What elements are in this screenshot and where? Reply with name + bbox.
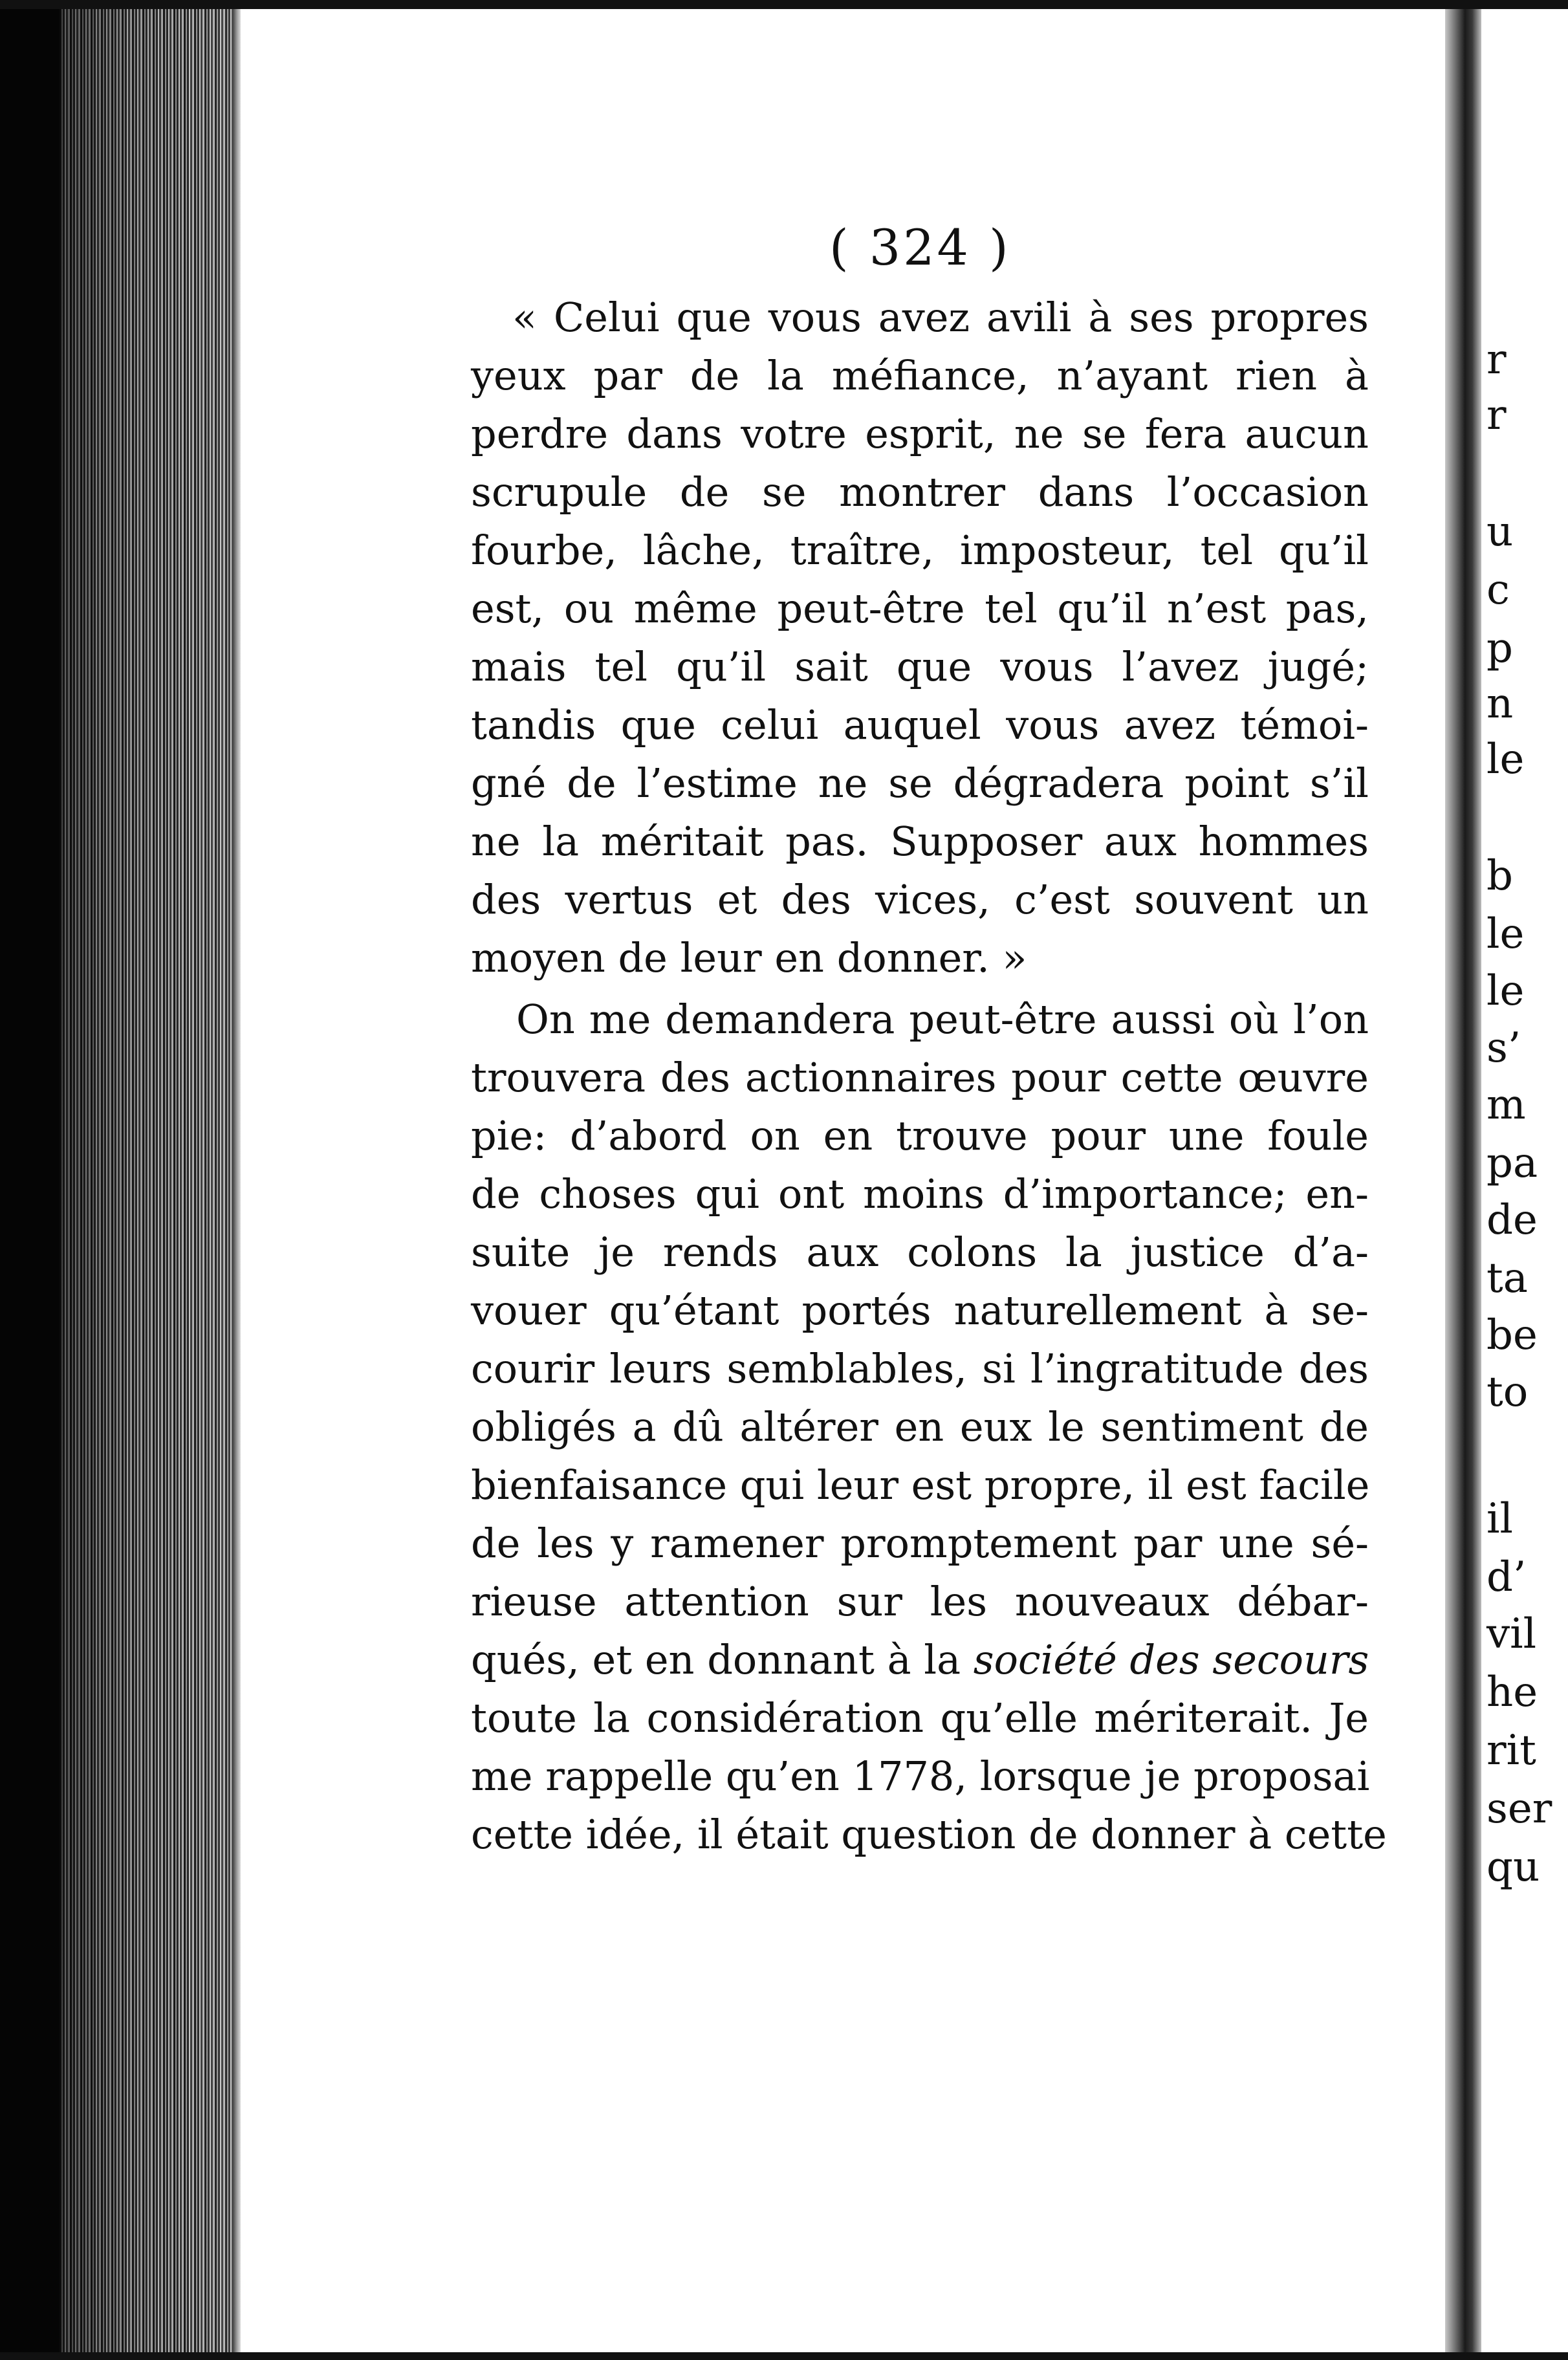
text-line: de les y ramener promptement par une sé-: [471, 1520, 1369, 1567]
facing-page-fragment: m: [1486, 1081, 1526, 1129]
facing-page-fragment: il: [1486, 1495, 1513, 1543]
facing-page-fragment: le: [1486, 967, 1525, 1015]
text-line: cette idée, il était question de donner à cette: [471, 1811, 1387, 1858]
facing-page-fragment: le: [1486, 910, 1525, 958]
text-line: toute la considération qu’elle mériterait. Je: [471, 1694, 1369, 1742]
facing-page-fragment: ser: [1486, 1785, 1552, 1833]
facing-page-fragment: be: [1486, 1311, 1538, 1359]
text-line: des vertus et des vices, c’est souvent un: [471, 876, 1369, 923]
facing-page-fragment: qu: [1486, 1843, 1540, 1891]
facing-page-fragment: de: [1486, 1196, 1538, 1244]
page-edges-shadow: [60, 0, 241, 2360]
text-line: rieuse attention sur les nouveaux débar-: [471, 1578, 1369, 1625]
facing-page-fragment: p: [1486, 624, 1513, 672]
facing-page-fragment: to: [1486, 1368, 1529, 1416]
facing-page-fragment: b: [1486, 852, 1513, 900]
text-line: gné de l’estime ne se dégradera point s’il: [471, 759, 1369, 807]
text-line: On me demandera peut-être aussi où l’on: [516, 996, 1369, 1043]
facing-page-fragment: le: [1486, 736, 1525, 783]
text-line-with-italic: [471, 1636, 1369, 1683]
facing-page-fragment: n: [1486, 680, 1514, 728]
text-line: obligés a dû altérer en eux le sentiment de: [471, 1403, 1369, 1450]
text-line: fourbe, lâche, traître, imposteur, tel qu’il: [471, 527, 1369, 574]
facing-page-fragment: d’: [1486, 1553, 1527, 1601]
facing-page-fragment: ta: [1486, 1254, 1528, 1302]
scan-border-top: [0, 0, 1568, 9]
text-line: scrupule de se montrer dans l’occasion: [471, 468, 1369, 516]
text-line: courir leurs semblables, si l’ingratitude des: [471, 1345, 1369, 1392]
text-line: de choses qui ont moins d’importance; en-: [471, 1170, 1369, 1218]
text-line: suite je rends aux colons la justice d’a-: [471, 1229, 1369, 1276]
book-gutter: [1445, 0, 1481, 2360]
text-line-roman: qués, et en donnant à la: [471, 1636, 961, 1683]
page-number: ( 324 ): [829, 219, 1011, 276]
facing-page-fragment: u: [1486, 508, 1514, 556]
facing-page-fragment: rit: [1486, 1727, 1536, 1775]
facing-page: [1481, 9, 1568, 2352]
text-line: yeux par de la méfiance, n’ayant rien à: [471, 352, 1369, 399]
facing-page-fragment: c: [1486, 566, 1510, 614]
scan-border-bottom: [0, 2352, 1568, 2360]
facing-page-fragment: vil: [1486, 1610, 1537, 1658]
text-line: tandis que celui auquel vous avez témoi-: [471, 701, 1369, 748]
italic-phrase: société des secours: [973, 1636, 1369, 1683]
page-edge-highlight: [233, 0, 241, 2360]
text-line: est, ou même peut-être tel qu’il n’est pas,: [471, 585, 1369, 632]
scan-border: [0, 0, 60, 2360]
facing-page-fragment: pa: [1486, 1139, 1538, 1187]
text-line: me rappelle qu’en 1778, lorsque je proposai: [471, 1753, 1370, 1800]
text-line: « Celui que vous avez avili à ses propres: [512, 294, 1369, 341]
facing-page-fragment: he: [1486, 1668, 1538, 1716]
facing-page-fragment: r: [1486, 391, 1507, 439]
text-line: ne la méritait pas. Supposer aux hommes: [471, 818, 1369, 865]
text-line: bienfaisance qui leur est propre, il est facile: [471, 1461, 1370, 1509]
facing-page-fragment: s’: [1486, 1024, 1521, 1072]
text-line: vouer qu’étant portés naturellement à se-: [471, 1287, 1369, 1334]
text-line: pie: d’abord on en trouve pour une foule: [471, 1112, 1369, 1159]
facing-page-fragment: r: [1486, 336, 1507, 384]
text-line: moyen de leur en donner. »: [471, 934, 1027, 981]
text-line: trouvera des actionnaires pour cette œuvre: [471, 1054, 1369, 1101]
text-line: perdre dans votre esprit, ne se fera aucun: [471, 410, 1369, 457]
text-line: mais tel qu’il sait que vous l’avez jugé;: [471, 643, 1369, 690]
